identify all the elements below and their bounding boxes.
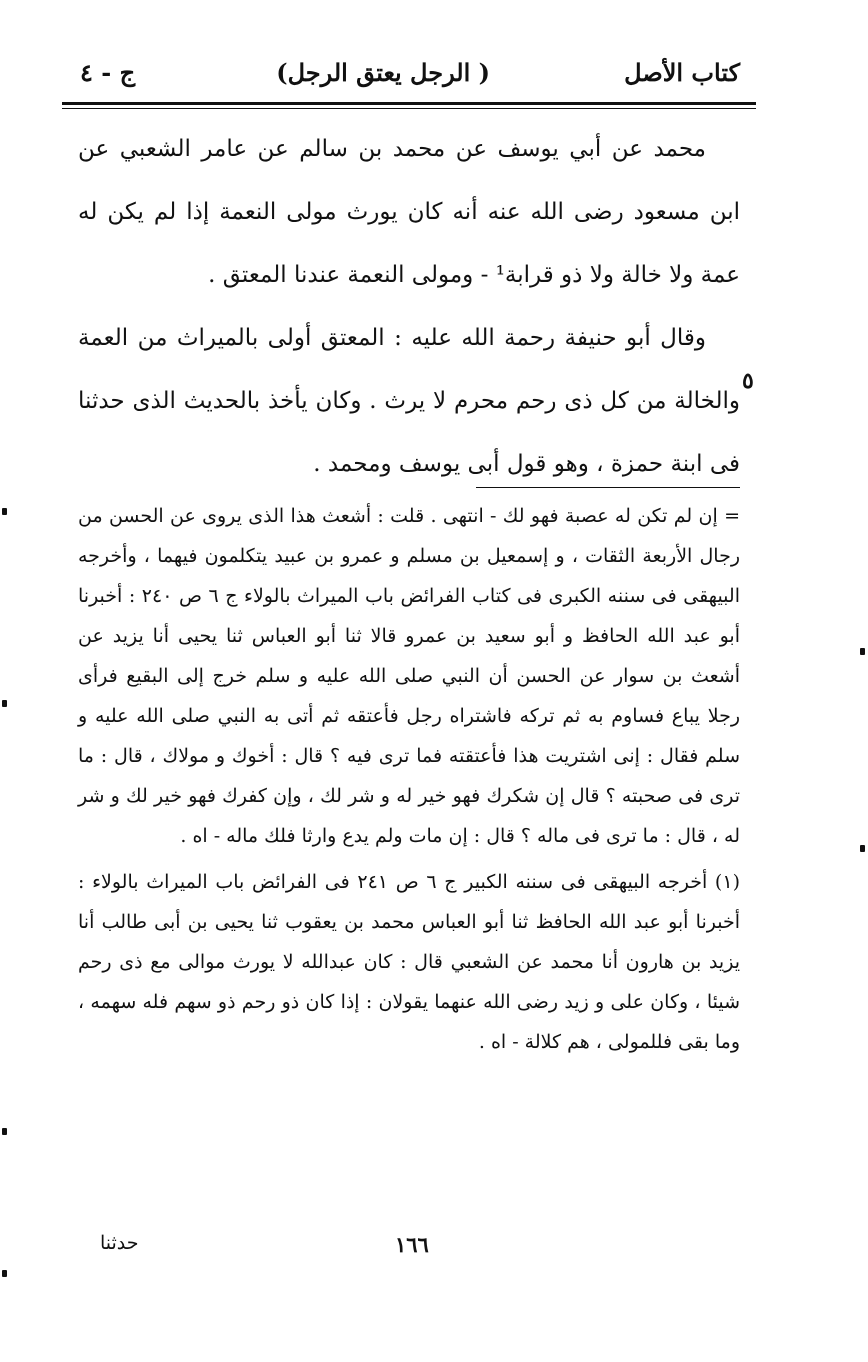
main-text bbox=[78, 118, 740, 496]
header-rule-thin bbox=[62, 108, 756, 109]
book-title: كتاب الأصل bbox=[624, 58, 740, 87]
main-paragraph-1: محمد عن أبي يوسف عن محمد بن سالم عن عامر الشعبي عن ابن مسعود رضى الله عنه أنه كان يورث مولى النعمة إذا لم يكن له عمة ولا خالة ولا ذو قرابة¹ - ومولى النعمة عندنا المعتق . bbox=[78, 136, 740, 288]
footnotes bbox=[78, 496, 740, 1062]
volume-number: ج - ٤ bbox=[80, 58, 136, 87]
catchword: حدثنا bbox=[100, 1232, 139, 1254]
scan-mark bbox=[860, 845, 865, 852]
scan-mark bbox=[2, 700, 7, 707]
scan-mark bbox=[860, 648, 865, 655]
page-number: ١٦٦ bbox=[395, 1232, 429, 1257]
main-paragraph-2: وقال أبو حنيفة رحمة الله عليه : المعتق أولى بالميراث من العمة والخالة من كل ذى رحم محرم لا يرث . وكان يأخذ بالحديث الذى حدثنا فى ابنة حمزة ، وهو قول أبى يوسف ومحمد . bbox=[78, 325, 740, 477]
scan-mark bbox=[2, 508, 7, 515]
header-rule-thick bbox=[62, 102, 756, 105]
footnote-separator bbox=[476, 487, 740, 488]
scan-mark bbox=[2, 1128, 7, 1135]
chapter-title: ( الرجل يعتق الرجل) bbox=[276, 58, 490, 87]
line-number-marker: ٥ bbox=[742, 368, 754, 394]
footnote-1: (١) أخرجه البيهقى فى سننه الكبير ج ٦ ص ٢٤١ فى الفرائض باب الميراث بالولاء : أخبرنا أبو عبد الله الحافظ ثنا أبو العباس محمد بن يعقوب ثنا يحيى بن أبى طالب أنا يزيد بن هارون أنا محمد عن الشعبي قال : كان عبدالله لا يورث موالى مع ذى رحم شيئا ، وكان على و زيد رضى الله عنهما يقولان : إذا كان ذو رحم ذو سهم فله سهمه ، وما بقى فللمولى ، هم كلالة - اه . bbox=[78, 871, 740, 1053]
running-header bbox=[70, 52, 740, 96]
footnote-continuation: = إن لم تكن له عصبة فهو لك - انتهى . قلت : أشعث هذا الذى يروى عن الحسن من رجال الأربعة الثقات ، و إسمعيل بن مسلم و عمرو بن عبيد يتكلمون فيهما ، وأخرجه البيهقى فى سننه الكبرى فى كتاب الفرائض باب الميراث بالولاء ج ٦ ص ٢٤٠ : أخبرنا أبو عبد الله الحافظ و أبو سعيد بن عمرو قالا ثنا أبو العباس ثنا يحيى أنا يزيد عن أشعث بن سوار عن الحسن أن النبي صلى الله عليه و سلم خرج إلى البقيع فرأى رجلا يباع فساوم به ثم تركه فاشتراه رجل فأعتقه ثم أتى به النبي صلى الله عليه و سلم فقال : إنى اشتريت هذا فأعتقته فما ترى فيه ؟ قال : أخوك و مولاك ، قال : ما ترى فى صحبته ؟ قال إن شكرك فهو خير له و شر لك ، وإن كفرك فهو خير لك و شر له ، قال : ما ترى فى ماله ؟ قال : إن مات ولم يدع وارثا فلك ماله - اه . bbox=[78, 505, 740, 847]
scan-mark bbox=[2, 1270, 7, 1277]
